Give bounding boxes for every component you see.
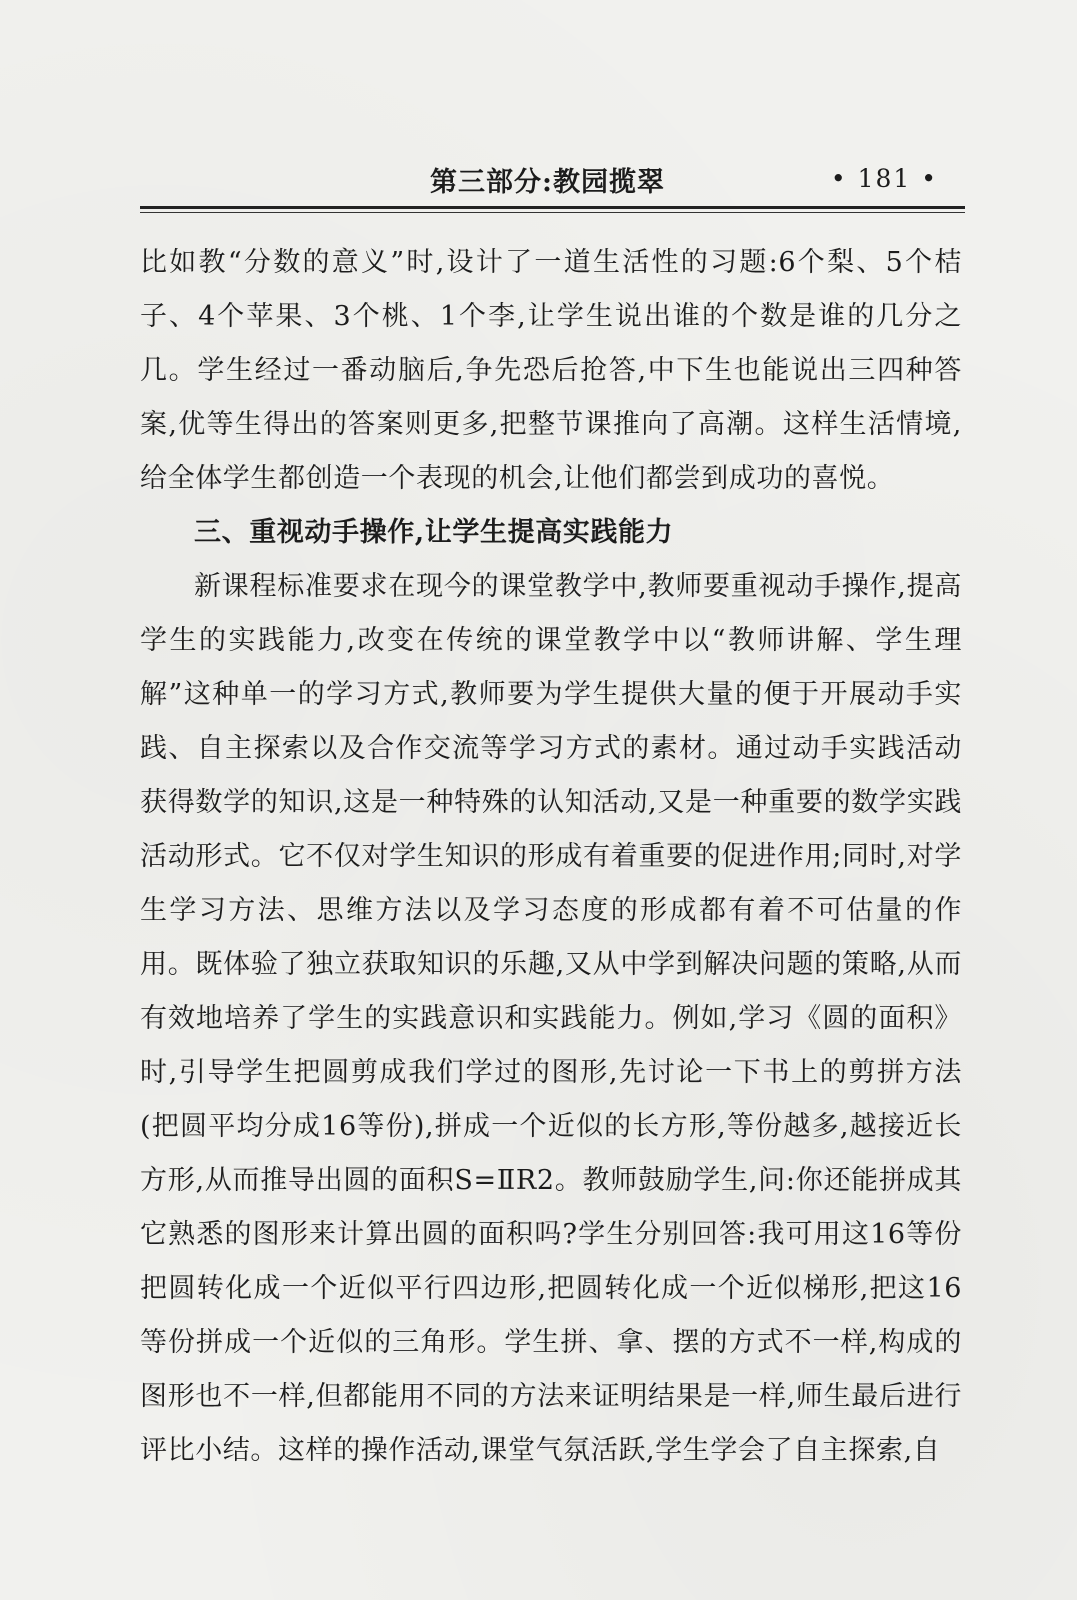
section-title: 第三部分:教园揽翠: [430, 167, 665, 198]
paragraph-fractions-example: 比如教“分数的意义”时,设计了一道生活性的习题:6个梨、5个桔子、4个苹果、3个桃、1个李,让学生说出谁的个数是谁的几分之几。学生经过一番动脑后,争先恐后抢答,中下生也能说出三四种答案,优等生得出的答案则更多,把整节课推向了高潮。这样生活情境,给全体学生都创造一个表现的机会,让他们都尝到成功的喜悦。: [140, 247, 962, 494]
paragraph-hands-on-practice: 新课程标准要求在现今的课堂教学中,教师要重视动手操作,提高学生的实践能力,改变在传统的课堂教学中以“教师讲解、学生理解”这种单一的学习方式,教师要为学生提供大量的便于开展动手实践、自主探索以及合作交流等学习方式的素材。通过动手实践活动获得数学的知识,这是一种特殊的认知活动,又是一种重要的数学实践活动形式。它不仅对学生知识的形成有着重要的促进作用;同时,对学生学习方法、思维方法以及学习态度的形成都有着不可估量的作用。既体验了独立获取知识的乐趣,又从中学到解决问题的策略,从而有效地培养了学生的实践意识和实践能力。例如,学习《圆的面积》时,引导学生把圆剪成我们学过的图形,先讨论一下书上的剪拼方法(把圆平均分成16等份),拼成一个近似的长方形,等份越多,越接近长方形,从而推导出圆的面积S=ⅡR2。教师鼓励学生,问:你还能拼成其它熟悉的图形来计算出圆的面积吗?学生分别回答:我可用这16等份把圆转化成一个近似平行四边形,把圆转化成一个近似梯形,把这16等份拼成一个近似的三角形。学生拼、拿、摆的方式不一样,构成的图形也不一样,但都能用不同的方法来证明结果是一样,师生最后进行评比小结。这样的操作活动,课堂气氛活跃,学生学会了自主探索,自: [140, 571, 962, 1466]
page-number: • 181 •: [830, 164, 938, 193]
header-rule-thin: [140, 212, 965, 213]
running-head: [140, 160, 960, 200]
body-text: [140, 236, 962, 1478]
section-heading-3: 三、重视动手操作,让学生提高实践能力: [194, 517, 674, 548]
header-rule-thick: [140, 206, 965, 209]
